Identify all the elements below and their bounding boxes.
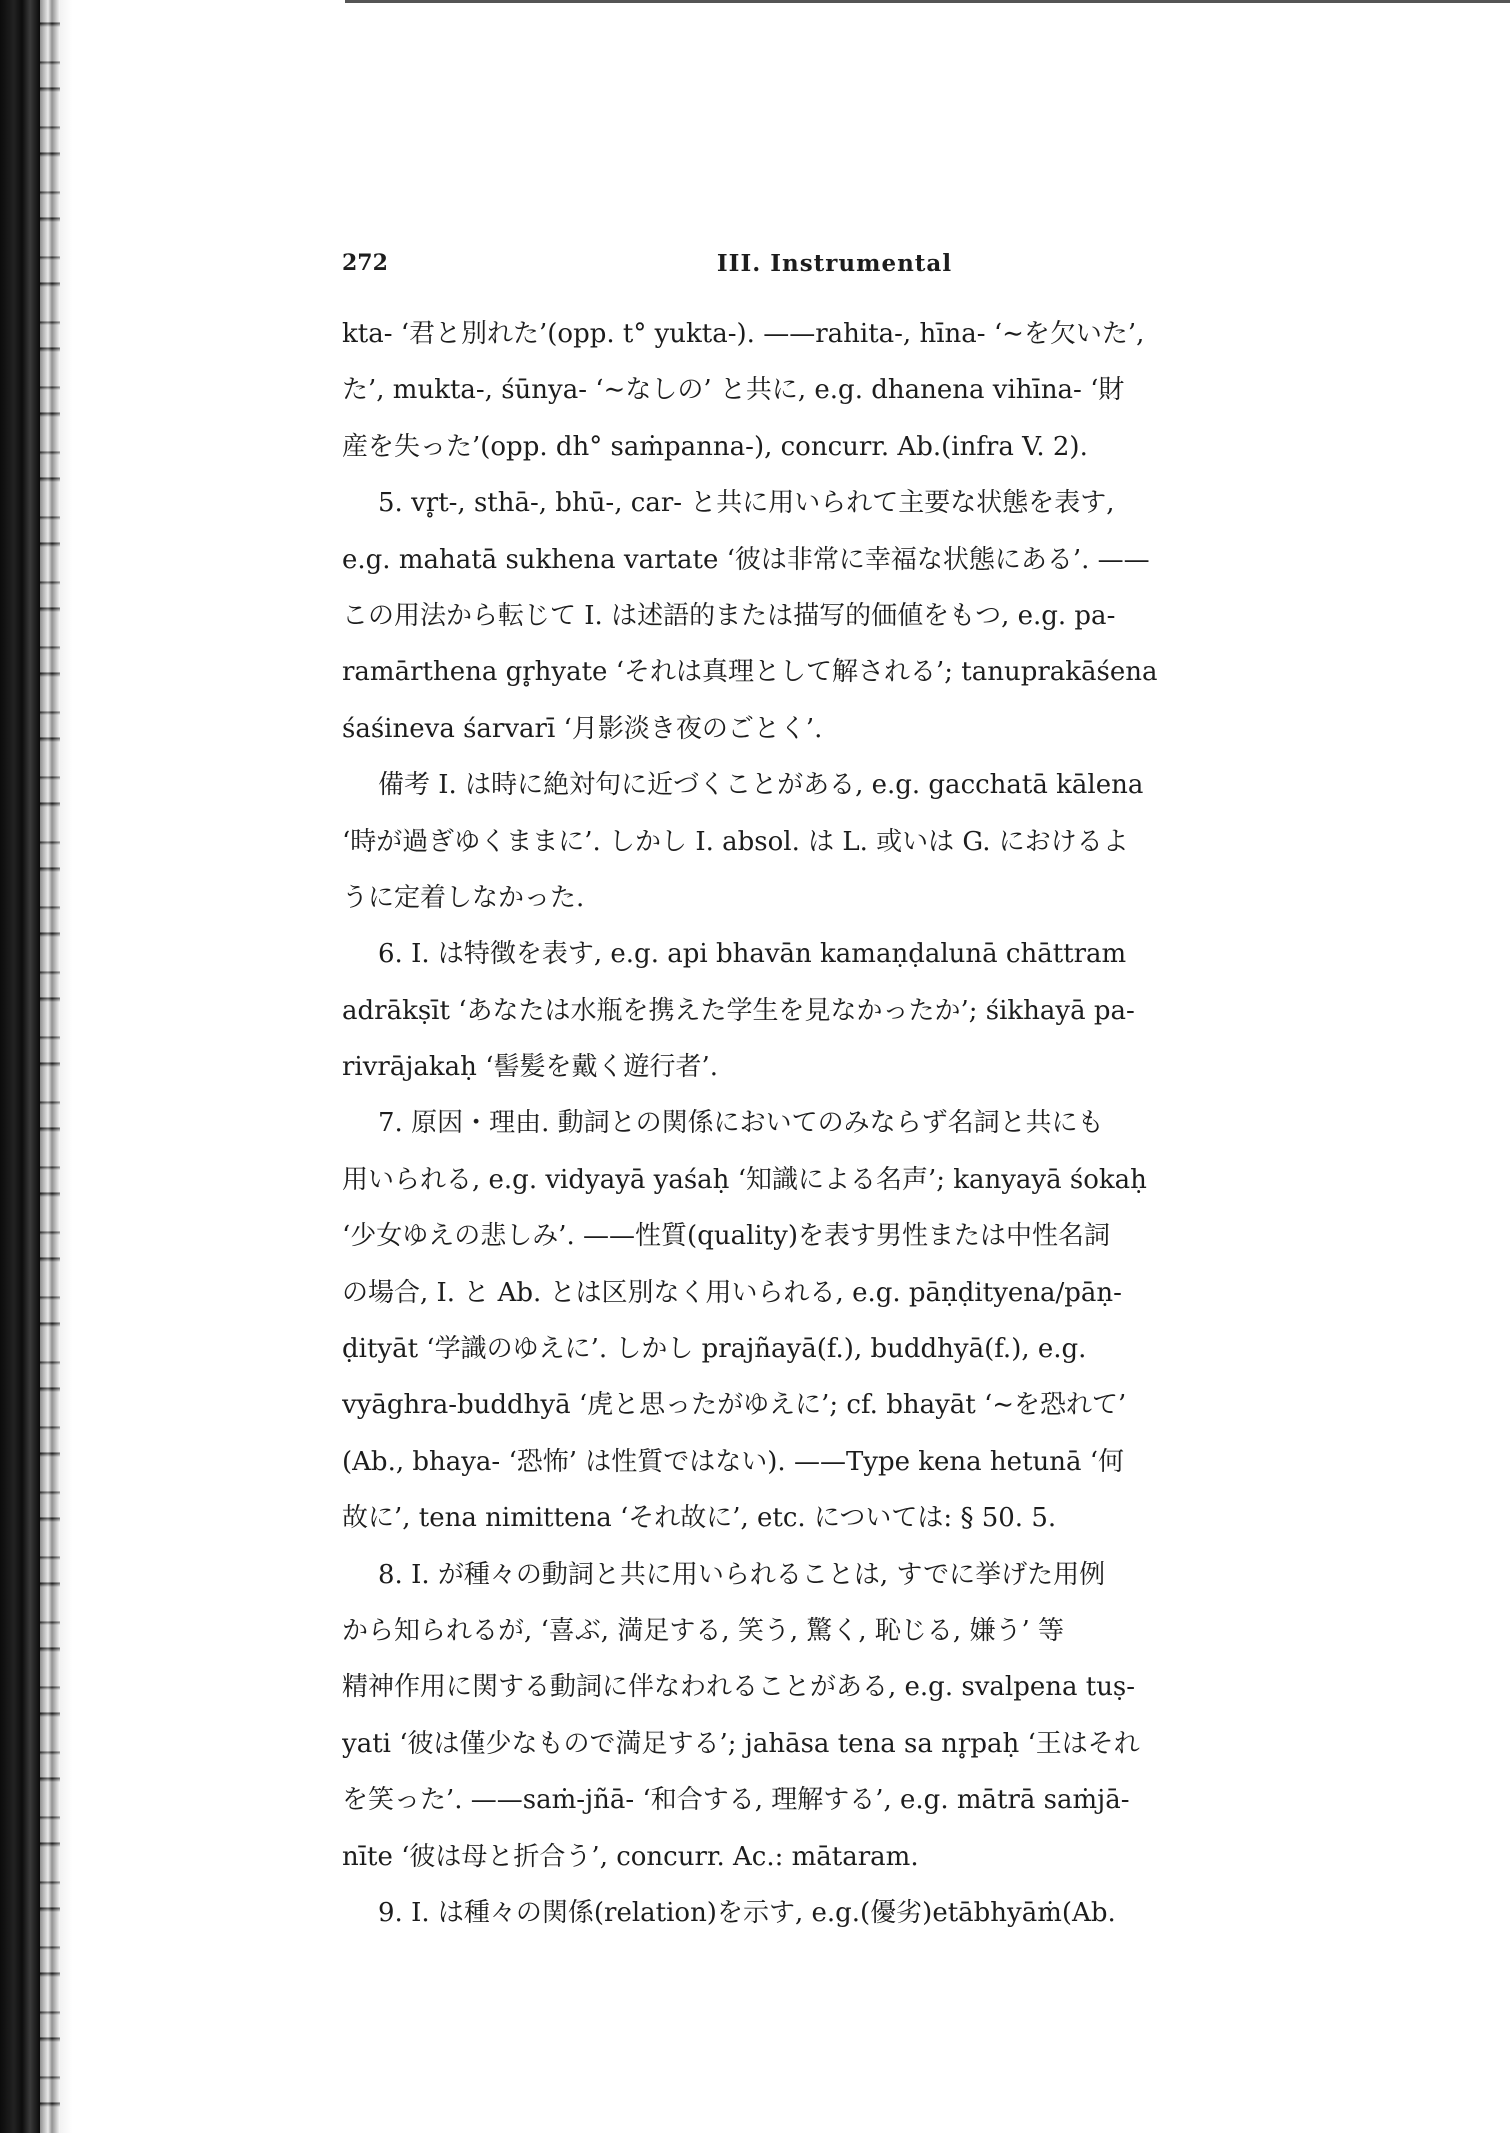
text-line: 5. vr̥t-, sthā-, bhū-, car- と共に用いられて主要な状態を表す, (378, 488, 1115, 519)
text-line: 7. 原因・理由. 動詞との関係においてのみならず名詞と共にも (378, 1108, 1104, 1139)
text-line: の場合, I. と Ab. とは区別なく用いられる, e.g. pāṇḍityena/pāṇ- (342, 1277, 1122, 1308)
text-line: 備考 I. は時に絶対句に近づくことがある, e.g. gacchatā kālena (378, 770, 1144, 801)
page-number: 272 (342, 250, 388, 276)
text-line: から知られるが, ‘喜ぶ, 満足する, 笑う, 驚く, 恥じる, 嫌う’ 等 (342, 1615, 1064, 1646)
text-line: ramārthena gr̥hyate ‘それは真理として解される’; tanuprakāśena (342, 657, 1158, 688)
text-line: e.g. mahatā sukhena vartate ‘彼は非常に幸福な状態にある’. —— (342, 544, 1150, 575)
running-title: III. Instrumental (716, 250, 953, 277)
text-line: この用法から転じて I. は述語的または描写的価値をもつ, e.g. pa- (342, 600, 1116, 631)
text-line: adrākṣīt ‘あなたは水瓶を携えた学生を見なかったか’; śikhayā pa- (342, 995, 1135, 1026)
text-line: 6. I. は特徴を表す, e.g. api bhavān kamaṇḍalunā chāttram (378, 939, 1127, 970)
text-line: 故に’, tena nimittena ‘それ故に’, etc. については: § 50. 5. (342, 1503, 1057, 1534)
top-edge-rule (345, 0, 1510, 3)
text-line: ‘少女ゆえの悲しみ’. ——性質(quality)を表す男性または中性名詞 (342, 1221, 1111, 1252)
page-header (342, 250, 1327, 284)
text-line: kta- ‘君と別れた’(opp. t° yukta-). ——rahita-, hīna- ‘∼を欠いた’, (342, 319, 1145, 349)
text-line: た’, mukta-, śūnya- ‘∼なしの’ と共に, e.g. dhanena vihīna- ‘財 (342, 375, 1125, 406)
text-line: ‘時が過ぎゆくままに’. しかし I. absol. は L. 或いは G. におけるよ (342, 826, 1129, 857)
text-line: を笑った’. ——saṁ-jñā- ‘和合する, 理解する’, e.g. mātrā saṁjā- (342, 1785, 1130, 1816)
text-line: rivrājakaḥ ‘髻髪を戴く遊行者’. (342, 1052, 718, 1083)
text-line: 8. I. が種々の動詞と共に用いられることは, すでに挙げた用例 (378, 1559, 1106, 1590)
text-line: yati ‘彼は僅少なもので満足する’; jahāsa tena sa nr̥paḥ ‘王はそれ (342, 1728, 1140, 1759)
text-line: うに定着しなかった. (342, 882, 585, 913)
text-line: 用いられる, e.g. vidyayā yaśaḥ ‘知識による名声’; kanyayā śokaḥ (342, 1164, 1147, 1195)
text-body (342, 306, 1332, 1941)
text-line: 産を失った’(opp. dh° saṁpanna-), concurr. Ab.(infra V. 2). (342, 431, 1088, 462)
text-line: nīte ‘彼は母と折合う’, concurr. Ac.: mātaram. (342, 1841, 919, 1872)
text-line: 9. I. は種々の関係(relation)を示す, e.g.(優劣)etābhyāṁ(Ab. (378, 1897, 1116, 1928)
text-line: 精神作用に関する動詞に伴なわれることがある, e.g. svalpena tuṣ- (342, 1672, 1136, 1703)
book-spine-shadow (0, 0, 72, 2133)
text-line: (Ab., bhaya- ‘恐怖’ は性質ではない). ——Type kena hetunā ‘何 (342, 1446, 1125, 1477)
text-line: ḍityāt ‘学識のゆえに’. しかし prajñayā(f.), buddhyā(f.), e.g. (342, 1334, 1087, 1365)
text-line: vyāghra-buddhyā ‘虎と思ったがゆえに’; cf. bhayāt ‘∼を恐れて’ (342, 1390, 1127, 1421)
text-line: śaśineva śarvarī ‘月影淡き夜のごとく’. (342, 713, 823, 744)
